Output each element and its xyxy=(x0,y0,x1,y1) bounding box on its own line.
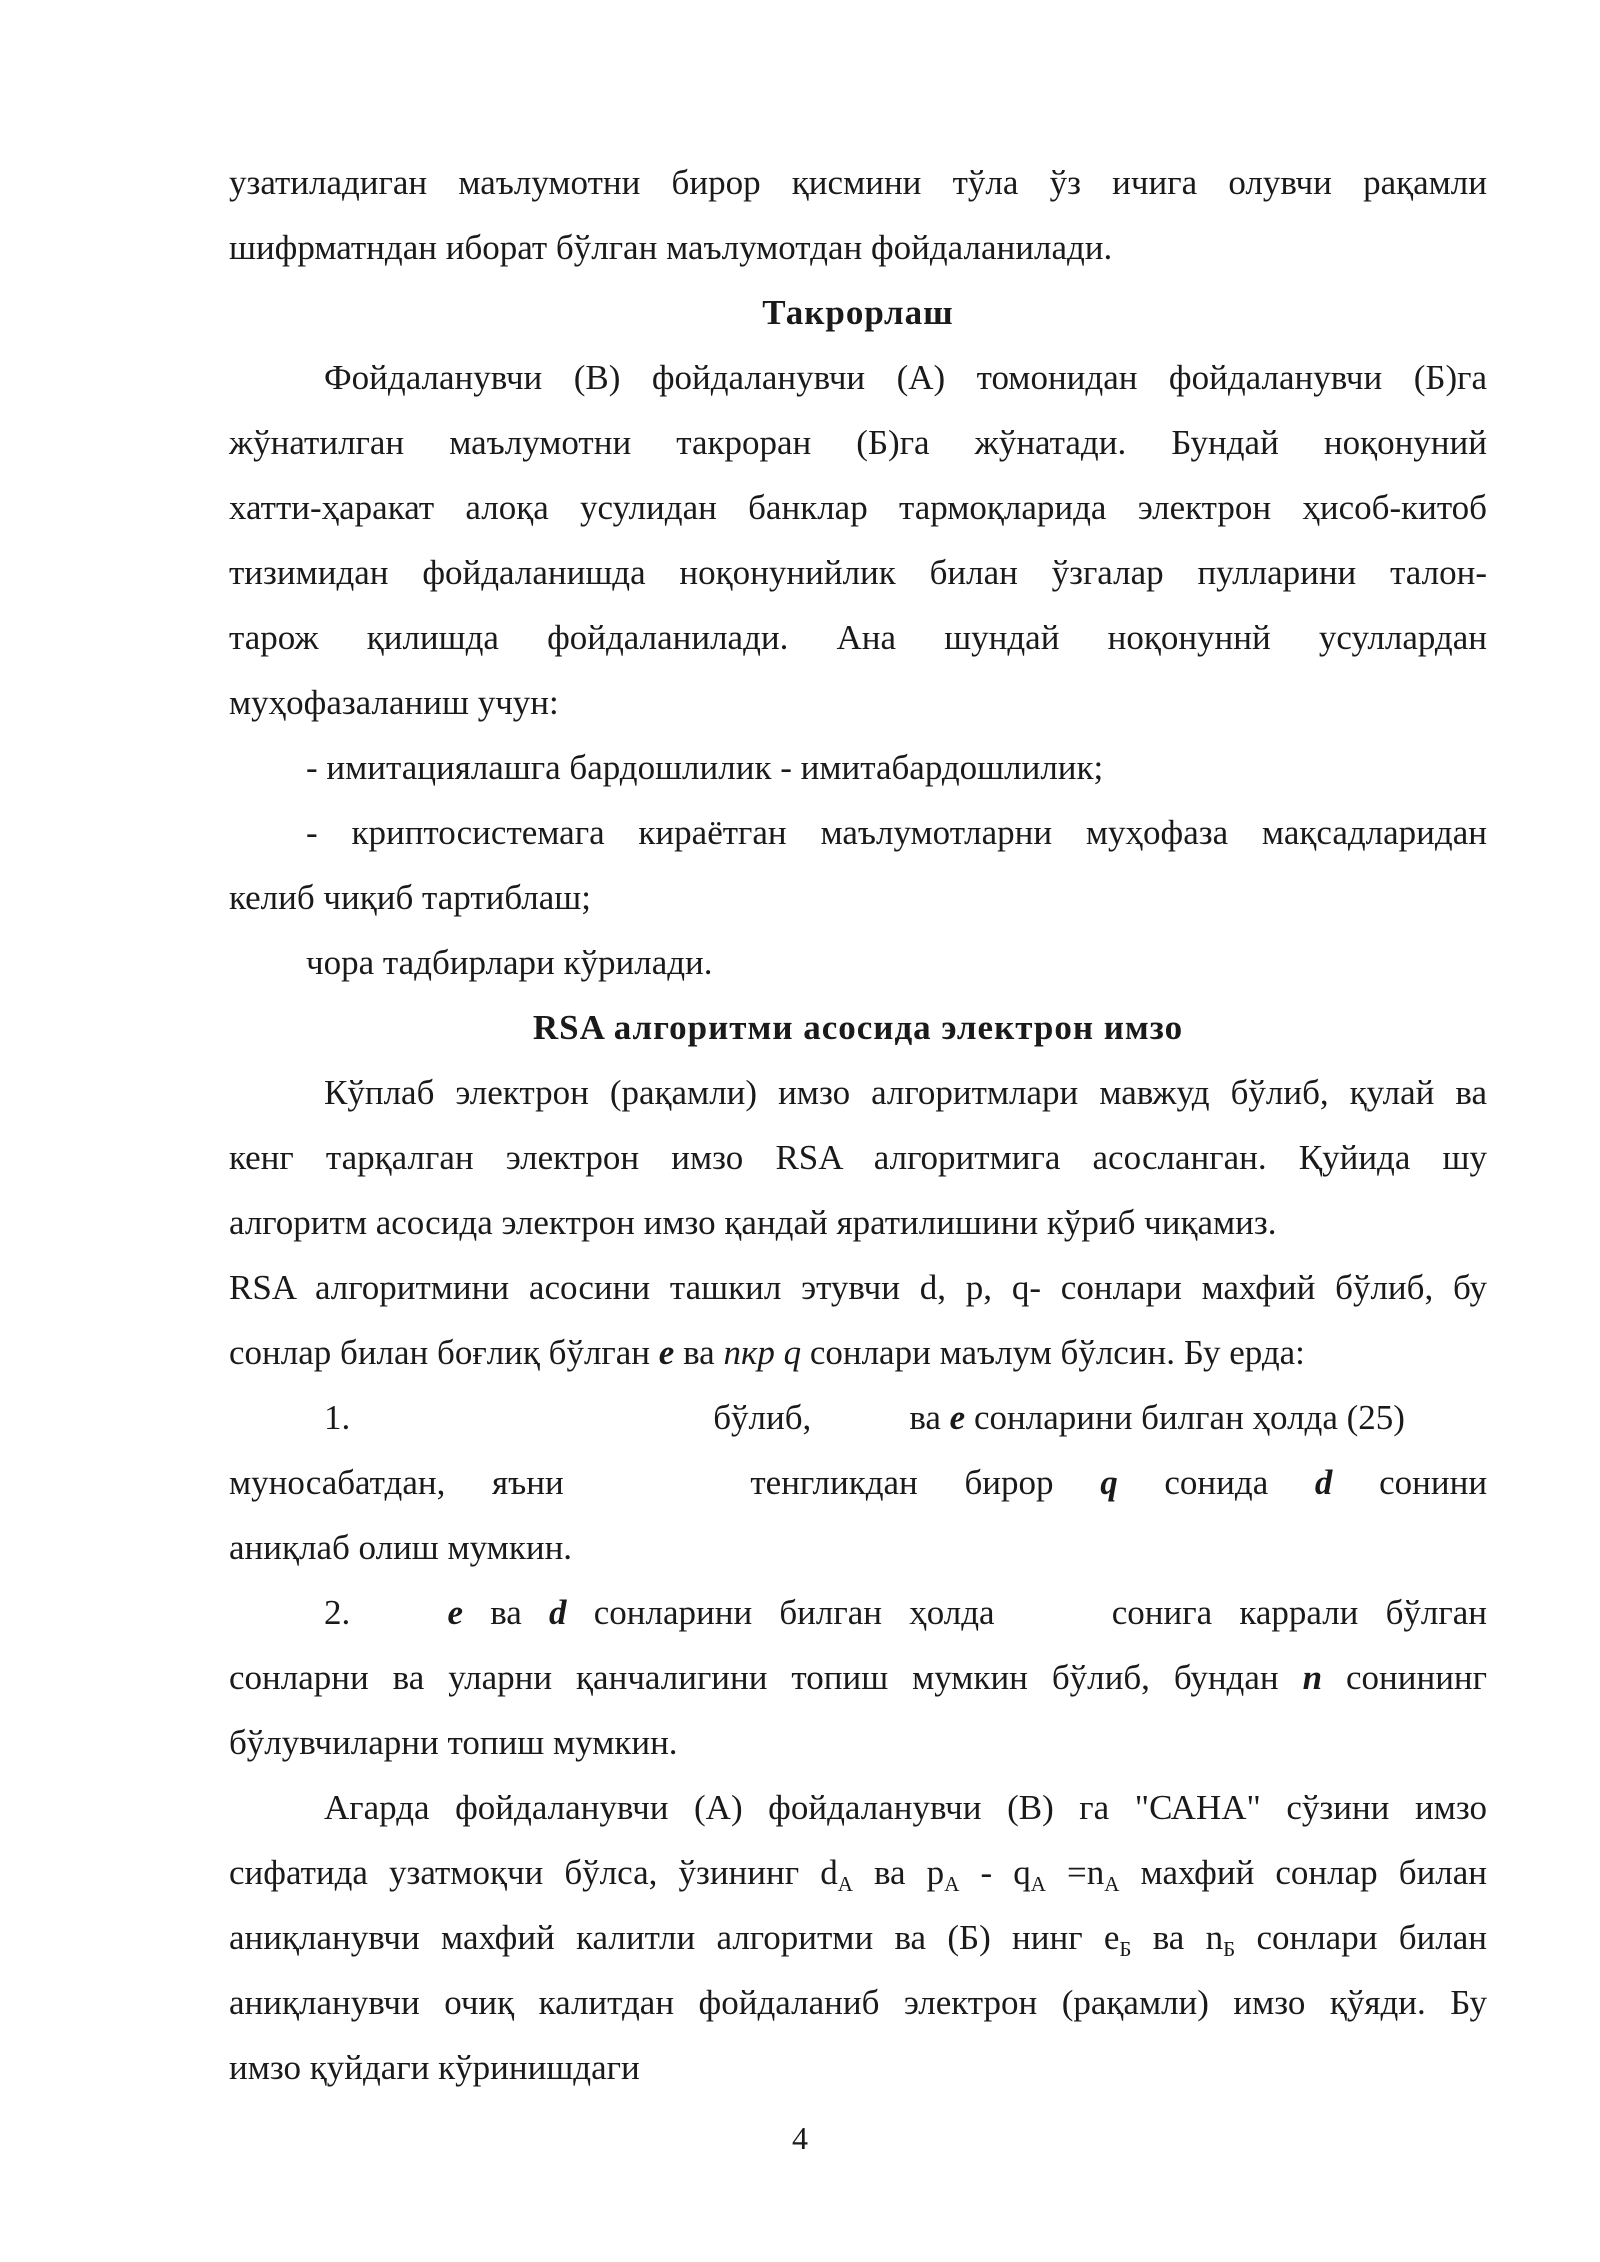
paragraph-line: аниқлаб олиш мумкин. xyxy=(229,1528,573,1567)
text-run: сонлар билан боғлиқ бўлган xyxy=(229,1333,651,1372)
text-run: сонини xyxy=(1379,1463,1488,1502)
paragraph-line xyxy=(229,1905,1487,1970)
paragraph-line: Кўплаб электрон (рақамли) имзо алгоритмлари мавжуд бўлиб, қулай ва xyxy=(324,1073,1487,1112)
text-run: сонлари билан xyxy=(1256,1918,1487,1957)
variable-e: e xyxy=(658,1333,675,1372)
subscript: A xyxy=(1030,1872,1046,1896)
text-run: ва xyxy=(909,1398,941,1437)
subscript: A xyxy=(1104,1872,1120,1896)
paragraph-line: узатиладиган маълумотни бирор қисмини тўла ўз ичига олувчи рақамли xyxy=(229,163,1487,202)
paragraph-line: RSA алгоритмини асосини ташкил этувчи d, p, q- сонлари махфий бўлиб, бу xyxy=(229,1268,1487,1307)
paragraph-line: келиб чиқиб тартиблаш; xyxy=(229,878,591,917)
text-run: - q xyxy=(980,1853,1031,1892)
variable-d: d xyxy=(549,1593,567,1632)
paragraph-line xyxy=(229,1645,1487,1710)
paragraph-line: тарож қилишда фойдаланилади. Ана шундай ноқонуннй усуллардан xyxy=(229,618,1487,657)
text-run: сонлари маълум бўлсин. Бу ерда: xyxy=(809,1333,1305,1372)
text-run: сонларини билган ҳолда (25) xyxy=(973,1398,1405,1437)
text-run: муносабатдан, яъни xyxy=(229,1463,564,1502)
text-run: бўлиб, xyxy=(713,1398,812,1437)
paragraph-line: бўлувчиларни топиш мумкин. xyxy=(229,1723,678,1762)
variable-pkr-q: пкр q xyxy=(723,1333,802,1372)
paragraph-line: чора тадбирлари кўрилади. xyxy=(306,943,713,982)
paragraph-line: жўнатилган маълумотни такроран (Б)га жўнатади. Бундай ноқонуний xyxy=(229,423,1487,462)
numbered-item-1 xyxy=(229,1385,1487,1450)
paragraph-line: Фойдаланувчи (В) фойдаланувчи (А) томонидан фойдаланувчи (Б)га xyxy=(324,358,1487,397)
text-run: сонларни ва уларни қанчалигини топиш мумкин бўлиб, бундан xyxy=(229,1658,1279,1697)
text-run: сонида xyxy=(1164,1463,1269,1502)
page-number: 4 xyxy=(792,2120,808,2156)
paragraph-line: кенг тарқалган электрон имзо RSA алгоритмига асосланган. Қуйида шу xyxy=(229,1138,1487,1177)
subscript: Б xyxy=(1223,1937,1236,1961)
numbered-item-2 xyxy=(229,1580,1487,1645)
text-run: сонининг xyxy=(1345,1658,1488,1697)
text-run: сонларини билган ҳолда xyxy=(593,1593,995,1632)
text-run: тенгликдан бирор xyxy=(750,1463,1054,1502)
text-run: ва n xyxy=(1152,1918,1224,1957)
item-number: 2. xyxy=(324,1593,351,1632)
paragraph-line: шифрматндан иборат бўлган маълумотдан фойдаланилади. xyxy=(229,228,1113,267)
item-number: 1. xyxy=(324,1398,351,1437)
text-run: =n xyxy=(1067,1853,1105,1892)
paragraph-line: тизимидан фойдаланишда ноқонунийлик билан ўзгалар пулларини талон- xyxy=(229,553,1487,592)
paragraph-line: алгоритм асосида электрон имзо қандай яратилишини кўриб чиқамиз. xyxy=(229,1203,1277,1242)
document-body xyxy=(229,150,1487,2100)
text-run: ва xyxy=(683,1333,715,1372)
text-run: ва xyxy=(490,1593,522,1632)
variable-e: e xyxy=(447,1593,463,1632)
subscript: Б xyxy=(1119,1937,1132,1961)
section-heading-takrorlash: Такрорлаш xyxy=(762,293,954,332)
subscript: A xyxy=(944,1872,960,1896)
variable-q: q xyxy=(1100,1463,1118,1502)
bullet-item: - имитациялашга бардошлилик - имитабардошлилик; xyxy=(306,748,1104,787)
paragraph-line xyxy=(229,1840,1487,1905)
text-run: ва p xyxy=(873,1853,945,1892)
text-run: аниқланувчи махфий калитли алгоритми ва (Б) нинг e xyxy=(229,1918,1120,1957)
paragraph-line xyxy=(229,1320,1487,1385)
text-run: сифатида узатмоқчи бўлса, ўзининг d xyxy=(229,1853,838,1892)
section-heading-rsa: RSA алгоритми асосида электрон имзо xyxy=(532,1008,1184,1047)
paragraph-line xyxy=(229,1450,1487,1515)
subscript: A xyxy=(837,1872,853,1896)
paragraph-line: муҳофазаланиш учун: xyxy=(229,683,559,722)
bullet-item: - криптосистемага кираётган маълумотларни муҳофаза мақсадларидан xyxy=(306,813,1487,852)
text-run: сонига каррали бўлган xyxy=(1111,1593,1487,1632)
paragraph-line: аниқланувчи очиқ калитдан фойдаланиб электрон (рақамли) имзо қўяди. Бу xyxy=(229,1983,1487,2022)
variable-d: d xyxy=(1314,1463,1333,1502)
paragraph-line: хатти-ҳаракат алоқа усулидан банклар тармоқларида электрон ҳисоб-китоб xyxy=(229,488,1487,527)
paragraph-line: имзо қуйдаги кўринишдаги xyxy=(229,2048,640,2087)
variable-e: e xyxy=(949,1398,966,1437)
variable-n: n xyxy=(1302,1658,1323,1697)
text-run: махфий сонлар билан xyxy=(1140,1853,1488,1892)
paragraph-line: Агарда фойдаланувчи (А) фойдаланувчи (В) га "САНА" сўзини имзо xyxy=(324,1788,1487,1827)
